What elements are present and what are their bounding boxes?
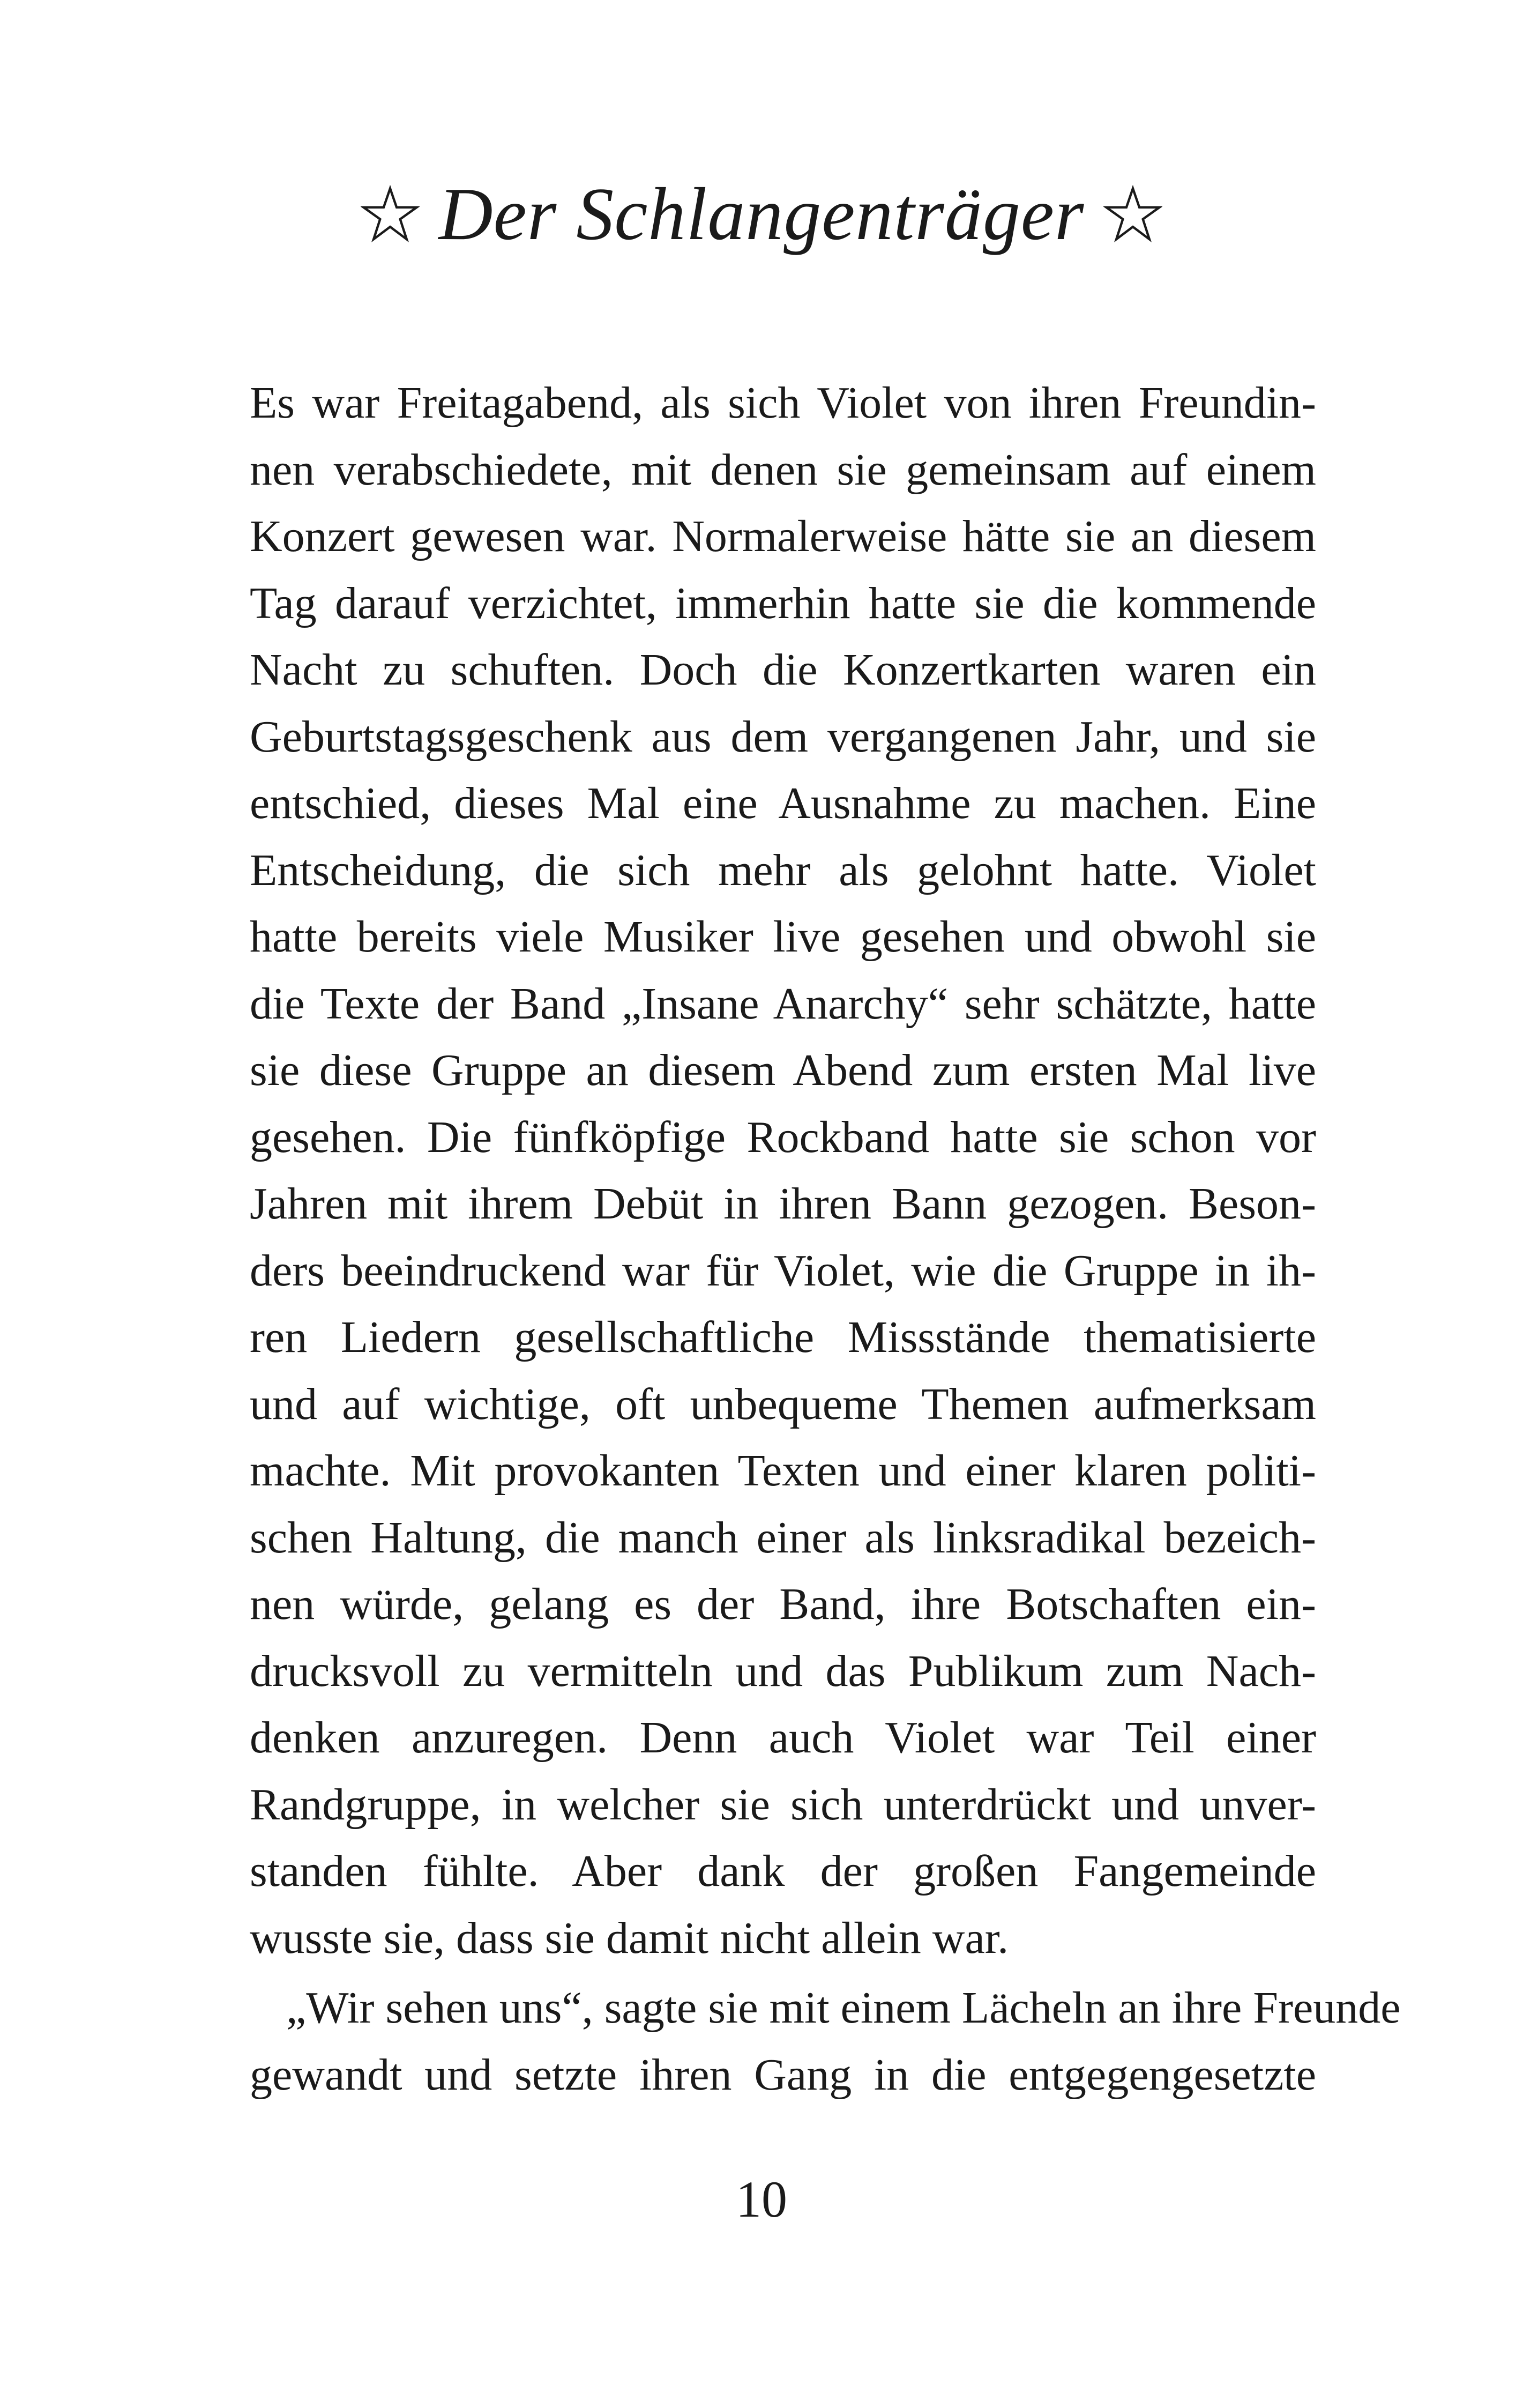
text-line: machte. Mit provokanten Texten und einer klaren politi-	[250, 1446, 1316, 1496]
text-line: drucksvoll zu vermitteln und das Publikum zum Nach-	[250, 1646, 1316, 1696]
outline-star-icon	[361, 185, 420, 244]
text-line: Konzert gewesen war. Normalerweise hätte sie an diesem	[250, 511, 1316, 561]
text-line: Tag darauf verzichtet, immerhin hatte sie die kommende	[250, 578, 1316, 628]
text-line: standen fühlte. Aber dank der großen Fangemeinde	[250, 1846, 1316, 1896]
outline-star-icon	[1103, 185, 1162, 244]
paragraph	[250, 370, 1316, 1972]
text-line: „Wir sehen uns“, sagte sie mit einem Lächeln an ihre Freunde	[286, 1983, 1401, 2033]
chapter-title: Der Schlangenträger	[438, 173, 1085, 256]
chapter-heading	[0, 161, 1523, 268]
text-line: die Texte der Band „Insane Anarchy“ sehr schätzte, hatte	[250, 978, 1316, 1029]
text-line: schen Haltung, die manch einer als linksradikal bezeich-	[250, 1512, 1316, 1563]
text-line: Es war Freitagabend, als sich Violet von ihren Freundin-	[250, 378, 1316, 428]
text-line: denken anzuregen. Denn auch Violet war Teil einer	[250, 1713, 1316, 1763]
text-line: wusste sie, dass sie damit nicht allein war.	[250, 1913, 1009, 1963]
text-line: nen würde, gelang es der Band, ihre Botschaften ein-	[250, 1579, 1316, 1629]
text-line: entschied, dieses Mal eine Ausnahme zu machen. Eine	[250, 778, 1316, 828]
text-line: Entscheidung, die sich mehr als gelohnt hatte. Violet	[250, 845, 1316, 895]
text-line: hatte bereits viele Musiker live gesehen und obwohl sie	[250, 912, 1316, 962]
text-line: ders beeindruckend war für Violet, wie die Gruppe in ih-	[250, 1245, 1316, 1296]
paragraph	[250, 1975, 1401, 2108]
text-line: ren Liedern gesellschaftliche Missstände thematisierte	[250, 1312, 1316, 1362]
text-line: gewandt und setzte ihren Gang in die entgegengesetzte	[250, 2049, 1316, 2100]
text-line: Jahren mit ihrem Debüt in ihren Bann gezogen. Beson-	[250, 1179, 1316, 1229]
text-line: sie diese Gruppe an diesem Abend zum ersten Mal live	[250, 1045, 1316, 1095]
text-line: Nacht zu schuften. Doch die Konzertkarten waren ein	[250, 645, 1316, 695]
text-line: und auf wichtige, oft unbequeme Themen aufmerksam	[250, 1379, 1316, 1429]
text-line: nen verabschiedete, mit denen sie gemeinsam auf einem	[250, 444, 1316, 495]
text-line: Randgruppe, in welcher sie sich unterdrückt und unver-	[250, 1779, 1316, 1830]
body-text	[250, 370, 1401, 2108]
text-line: Geburtstagsgeschenk aus dem vergangenen Jahr, und sie	[250, 711, 1316, 762]
text-line: gesehen. Die fünfköpfige Rockband hatte sie schon vor	[250, 1112, 1316, 1162]
page-number: 10	[736, 2171, 787, 2228]
